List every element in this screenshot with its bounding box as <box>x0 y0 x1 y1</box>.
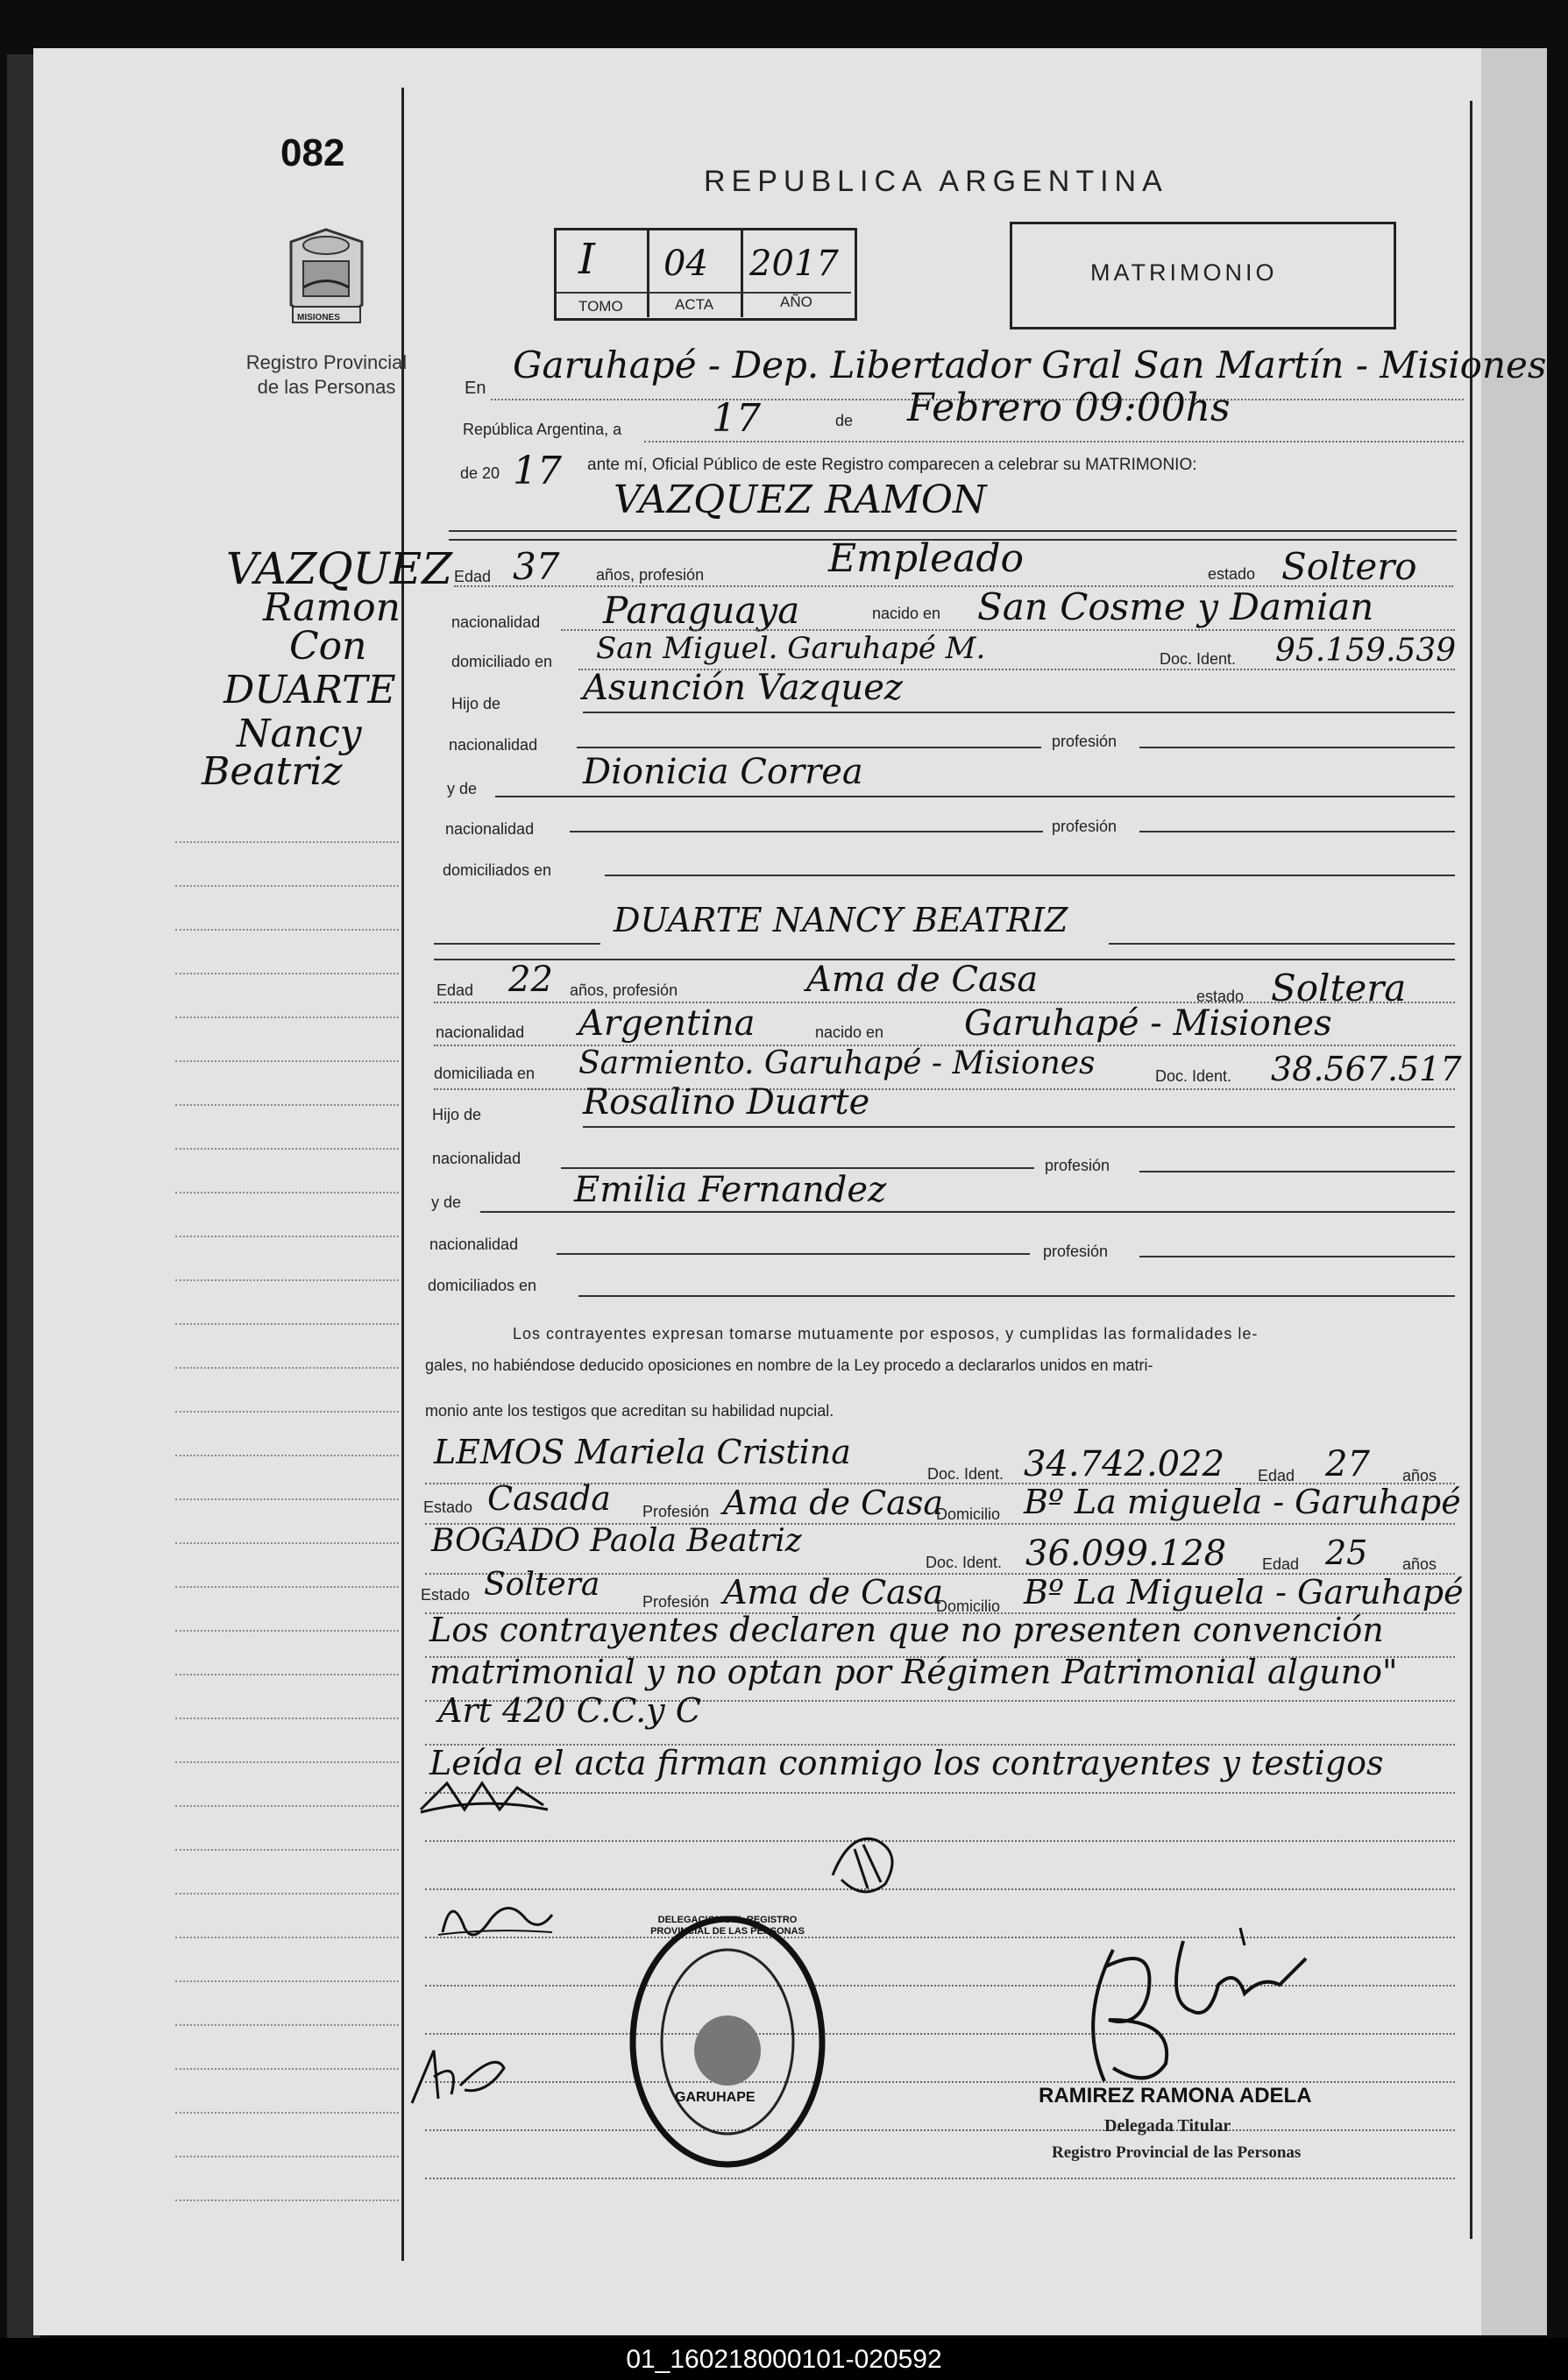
bride-line5a <box>561 1167 1034 1169</box>
margin-rule-vertical <box>401 88 404 2261</box>
margin-ruling <box>175 1016 399 1018</box>
declaration-line: gales, no habiéndose deducido oposiciones en nombre de la Ley procedo a declararlos unidos en matri- <box>425 1356 1153 1374</box>
bride-doc: 38.567.517 <box>1271 1050 1462 1088</box>
file-id-bar <box>0 2338 1568 2380</box>
bride-estado: Soltera <box>1271 967 1407 1009</box>
margin-ruling <box>175 1674 399 1675</box>
declaration-line: Los contrayentes expresan tomarse mutuamente por esposos, y cumplidas las formalidades le- <box>513 1325 1259 1342</box>
margin-ruling <box>175 1455 399 1456</box>
margin-ruling <box>175 929 399 931</box>
groom-madre: Dionicia Correa <box>583 752 863 792</box>
groom-name-rule <box>449 530 1457 532</box>
witness2-estado-label: Estado <box>421 1586 471 1604</box>
bride-line5b <box>1139 1171 1455 1172</box>
note-rule <box>425 2178 1455 2179</box>
month-time-value: Febrero 09:00hs <box>907 386 1231 430</box>
registry-stamp <box>627 1910 828 2173</box>
signature-witness-c <box>399 2033 513 2112</box>
statement-text: ante mí, Oficial Público de este Registro comparecen a celebrar su MATRIMONIO: <box>587 456 1197 474</box>
bride-edad-label: Edad <box>436 981 474 999</box>
groom-hijo-label: Hijo de <box>451 695 501 712</box>
groom-nacido: San Cosme y Damian <box>977 585 1374 628</box>
note-line: Leída el acta firman conmigo los contrayentes y testigos <box>429 1744 1384 1782</box>
page-number: 082 <box>280 131 345 174</box>
signature-witness-b <box>429 1884 561 1954</box>
witness2-edad-label: Edad <box>1262 1555 1300 1573</box>
note-rule <box>425 1888 1455 1890</box>
note-line: Art 420 C.C.y C <box>438 1691 701 1730</box>
tomo-label: TOMO <box>578 298 623 315</box>
bride-nac2-label: nacionalidad <box>432 1150 521 1167</box>
declaration-line: monio ante los testigos que acreditan su habilidad nupcial. <box>425 1402 834 1420</box>
bride-nac3-label: nacionalidad <box>429 1236 519 1253</box>
margin-ruling <box>175 1148 399 1150</box>
note-rule <box>425 1792 1455 1794</box>
margin-note-line: Nancy <box>237 712 362 756</box>
signature-groom <box>412 1770 552 1823</box>
day-value: 17 <box>712 396 761 441</box>
witness2-anos-label: años <box>1402 1555 1437 1573</box>
stamp-ring-text: DELEGACION DEL REGISTRO PROVINCIAL DE LAS PERSONAS <box>650 1915 805 1937</box>
bride-nacido: Garuhapé - Misiones <box>964 1003 1332 1044</box>
signature-official <box>1061 1915 1315 2099</box>
bride-nacido-label: nacido en <box>815 1024 884 1041</box>
witness2-estado: Soltera <box>484 1567 600 1603</box>
margin-note-line: Con <box>289 624 367 669</box>
bride-line8 <box>578 1295 1455 1297</box>
margin-ruling <box>175 1236 399 1237</box>
margin-note-line: DUARTE <box>223 668 396 712</box>
groom-nac3-label: nacionalidad <box>445 820 535 838</box>
official-registry: Registro Provincial de las Personas <box>1052 2143 1302 2162</box>
margin-ruling <box>175 1192 399 1194</box>
emblem-label: MISIONES <box>297 313 340 322</box>
margin-ruling <box>175 841 399 843</box>
groom-doms-label: domiciliados en <box>443 861 552 879</box>
file-id: 01_160218000101-020592 <box>626 2345 942 2374</box>
margin-ruling <box>175 1323 399 1325</box>
acta-label: ACTA <box>675 296 714 313</box>
signature-witness-a <box>815 1823 912 1902</box>
witness1-anos-label: años <box>1402 1467 1437 1484</box>
margin-ruling <box>175 2068 399 2070</box>
groom-dom-label: domiciliado en <box>451 653 553 670</box>
margin-ruling <box>175 1542 399 1544</box>
margin-ruling <box>175 1761 399 1763</box>
witness1-estado-label: Estado <box>423 1498 473 1516</box>
witness2-edad: 25 <box>1325 1534 1368 1572</box>
groom-padre: Asunción Vazquez <box>583 668 903 708</box>
anio-value: 2017 <box>749 244 839 284</box>
bride-domicilio: Sarmiento. Garuhapé - Misiones <box>578 1045 1096 1081</box>
bride-padre: Rosalino Duarte <box>583 1082 870 1123</box>
margin-ruling <box>175 1630 399 1632</box>
witness2-doc: 36.099.128 <box>1025 1534 1227 1574</box>
witness1-edad-label: Edad <box>1258 1467 1295 1484</box>
margin-note-line: Ramon <box>263 585 401 630</box>
stamp-center-text: GARUHAPE <box>675 2090 756 2105</box>
note-rule <box>425 1840 1455 1842</box>
groom-nacido-label: nacido en <box>872 605 941 622</box>
groom-edad: 37 <box>513 545 560 588</box>
bride-name: DUARTE NANCY BEATRIZ <box>614 901 1068 939</box>
bride-yde-label: y de <box>431 1194 462 1211</box>
witness2-prof-label: Profesión <box>642 1593 710 1611</box>
groom-domicilio: San Miguel. Garuhapé M. <box>596 631 986 666</box>
margin-ruling <box>175 1980 399 1982</box>
witness2-name: BOGADO Paola Beatriz <box>431 1523 802 1559</box>
box-divider <box>741 230 743 317</box>
bride-line7b <box>1139 1256 1455 1257</box>
right-border-rule <box>1470 101 1472 2239</box>
margin-ruling <box>175 1104 399 1106</box>
groom-name: VAZQUEZ RAMON <box>614 478 987 522</box>
bride-line6 <box>480 1211 1455 1213</box>
groom-doc: 95.159.539 <box>1275 633 1457 669</box>
groom-line6 <box>495 796 1455 797</box>
groom-doc-label: Doc. Ident. <box>1160 650 1237 668</box>
margin-note-line: VAZQUEZ <box>226 543 452 594</box>
margin-ruling <box>175 1937 399 1938</box>
bride-prof2-label: profesión <box>1045 1157 1110 1174</box>
bride-line4 <box>583 1126 1455 1128</box>
acta-value: 04 <box>663 244 708 284</box>
witness1-dom-label: Domicilio <box>936 1505 1001 1523</box>
place-value: Garuhapé - Dep. Libertador Gral San Martín - Misiones <box>513 344 1547 386</box>
witness1-domicilio: Bº La miguela - Garuhapé <box>1024 1483 1461 1521</box>
act-type: MATRIMONIO <box>1090 259 1278 286</box>
official-title: Delegada Titular <box>1104 2116 1231 2136</box>
groom-anos-label: años, profesión <box>596 566 705 584</box>
bride-dom-label: domiciliada en <box>434 1065 536 1082</box>
margin-ruling <box>175 1279 399 1281</box>
margin-ruling <box>175 1586 399 1588</box>
year-suffix: 17 <box>513 449 562 493</box>
margin-ruling <box>175 973 399 974</box>
groom-profesion: Empleado <box>828 536 1025 581</box>
margin-ruling <box>175 1718 399 1719</box>
bride-name-rule-left <box>434 943 600 945</box>
witness1-name: LEMOS Mariela Cristina <box>434 1433 851 1471</box>
witness2-domicilio: Bº La Miguela - Garuhapé <box>1024 1573 1464 1611</box>
margin-note-line: Beatriz <box>202 749 343 794</box>
groom-prof3-label: profesión <box>1052 818 1117 835</box>
margin-ruling <box>175 885 399 887</box>
groom-prof2-label: profesión <box>1052 733 1117 750</box>
groom-line5b <box>1139 747 1455 748</box>
bride-nacionalidad: Argentina <box>578 1003 756 1044</box>
date-dotline <box>644 441 1464 443</box>
bride-anos-label: años, profesión <box>570 981 678 999</box>
bride-name-rule-right <box>1109 943 1455 945</box>
official-name: RAMIREZ RAMONA ADELA <box>1039 2084 1312 2107</box>
bride-edad: 22 <box>508 960 553 1000</box>
anio-label: AÑO <box>780 294 812 310</box>
page-stack-edge <box>1481 48 1547 2335</box>
margin-ruling <box>175 1893 399 1895</box>
witness1-doc: 34.742.022 <box>1024 1444 1225 1484</box>
witness2-doc-label: Doc. Ident. <box>926 1554 1003 1571</box>
box-divider <box>647 230 649 317</box>
groom-edad-label: Edad <box>454 568 492 585</box>
registry-label: Registro Provincial de las Personas <box>245 351 408 398</box>
de20-label: de 20 <box>460 464 500 482</box>
witness1-prof-label: Profesión <box>642 1503 710 1520</box>
country-title: REPUBLICA ARGENTINA <box>704 165 1168 198</box>
bride-madre: Emilia Fernandez <box>574 1170 887 1210</box>
margin-ruling <box>175 2024 399 2026</box>
groom-estado: Soltero <box>1281 545 1417 588</box>
witness1-edad: 27 <box>1325 1444 1370 1484</box>
bride-estado-label: estado <box>1196 988 1245 1005</box>
witness2-profesion: Ama de Casa <box>723 1573 943 1611</box>
groom-nacionalidad: Paraguaya <box>603 589 800 632</box>
note-line: matrimonial y no optan por Régimen Patrimonial alguno" <box>429 1653 1398 1691</box>
groom-yde-label: y de <box>447 780 478 797</box>
margin-ruling <box>175 1805 399 1807</box>
margin-ruling <box>175 2199 399 2201</box>
tomo-value: I <box>578 235 595 284</box>
groom-line7b <box>1139 831 1455 832</box>
margin-ruling <box>175 1498 399 1500</box>
groom-line5a <box>577 747 1041 748</box>
witness2-dom-label: Domicilio <box>936 1597 1001 1615</box>
margin-ruling <box>175 1060 399 1062</box>
witness1-estado: Casada <box>487 1479 611 1518</box>
groom-line7a <box>570 831 1043 832</box>
margin-ruling <box>175 1411 399 1413</box>
margin-ruling <box>175 2156 399 2157</box>
groom-nac2-label: nacionalidad <box>449 736 538 754</box>
bride-profesion: Ama de Casa <box>806 960 1039 1000</box>
groom-estado-label: estado <box>1208 565 1256 583</box>
margin-ruling <box>175 1849 399 1851</box>
bride-line7a <box>557 1253 1030 1255</box>
witness1-profesion: Ama de Casa <box>723 1484 943 1522</box>
groom-line4 <box>583 712 1455 713</box>
bride-hijo-label: Hijo de <box>432 1106 482 1123</box>
de-label: de <box>835 412 854 429</box>
note-line: Los contrayentes declaren que no presenten convención <box>429 1611 1384 1649</box>
bride-doms-label: domiciliados en <box>428 1277 537 1294</box>
bride-doc-label: Doc. Ident. <box>1155 1067 1232 1085</box>
bride-nac-label: nacionalidad <box>436 1024 525 1041</box>
margin-ruling <box>175 2112 399 2114</box>
groom-nac-label: nacionalidad <box>451 613 541 631</box>
note-rule <box>425 2129 1455 2131</box>
en-label: En <box>465 379 486 398</box>
margin-ruling <box>175 1367 399 1369</box>
groom-line8 <box>605 875 1455 876</box>
bride-prof3-label: profesión <box>1043 1243 1109 1260</box>
republica-label: República Argentina, a <box>463 421 622 438</box>
witness1-doc-label: Doc. Ident. <box>927 1465 1004 1483</box>
